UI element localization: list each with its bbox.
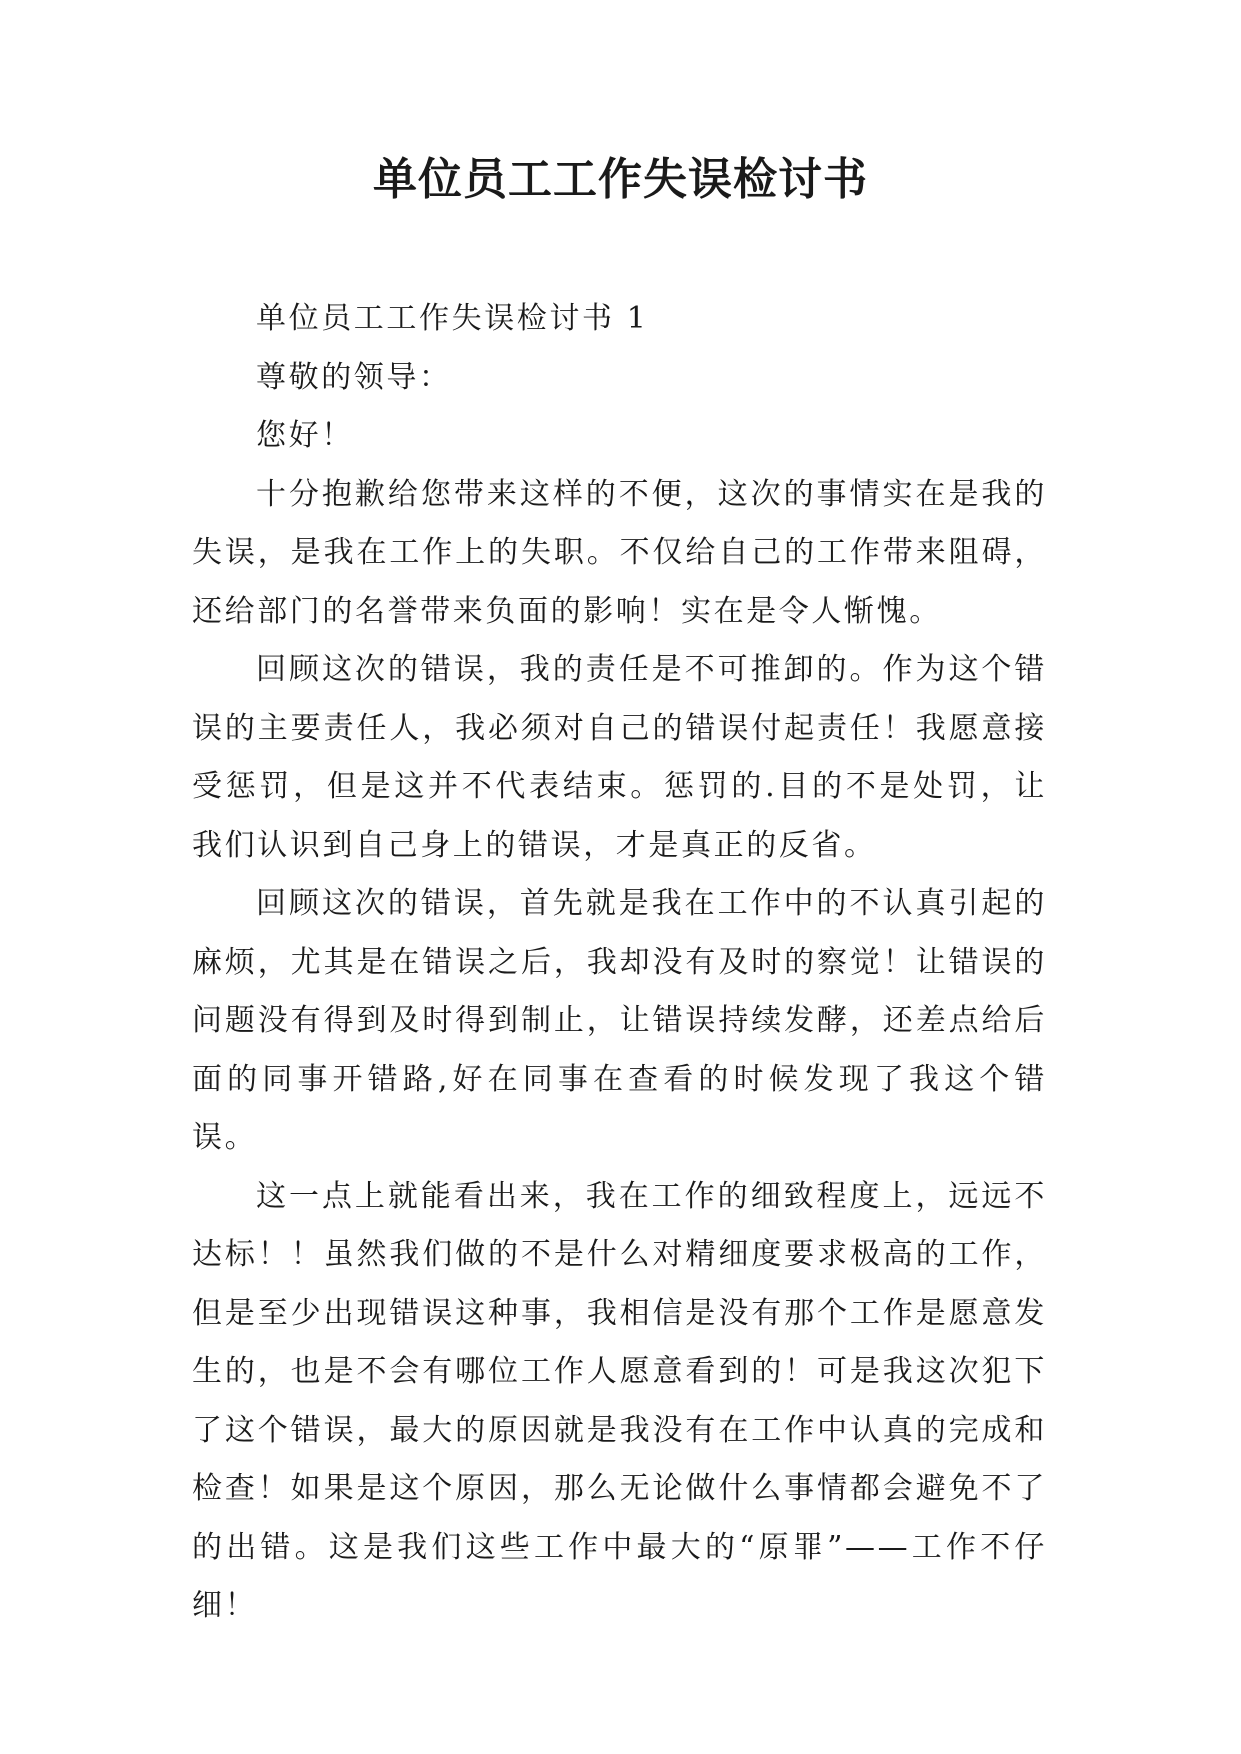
- document-body: [192, 290, 1047, 1636]
- paragraph-reflection: 这一点上就能看出来，我在工作的细致程度上，远远不达标！！虽然我们做的不是什么对精细度要求极高的工作，但是至少出现错误这种事，我相信是没有那个工作是愿意发生的，也是不会有哪位工作人愿意看到的！可是我这次犯下了这个错误，最大的原因就是我没有在工作中认真的完成和检查！如果是这个原因，那么无论做什么事情都会避免不了的出错。这是我们这些工作中最大的“原罪”——工作不仔细！: [192, 1178, 1047, 1623]
- paragraph-heading: 单位员工工作失误检讨书 1: [256, 301, 649, 336]
- paragraph-greeting: 您好！: [256, 418, 354, 453]
- paragraph-responsibility: 回顾这次的错误，我的责任是不可推卸的。作为这个错误的主要责任人，我必须对自己的错误付起责任！我愿意接受惩罚，但是这并不代表结束。惩罚的.目的不是处罚，让我们认识到自己身上的错误，才是真正的反省。: [192, 652, 1047, 863]
- paragraph-salutation: 尊敬的领导：: [256, 359, 452, 395]
- document-title: 单位员工工作失误检讨书: [373, 154, 868, 205]
- paragraph-apology: 十分抱歉给您带来这样的不便，这次的事情实在是我的失误，是我在工作上的失职。不仅给自己的工作带来阻碍，还给部门的名誉带来负面的影响！实在是令人惭愧。: [192, 476, 1047, 629]
- paragraph-review: 回顾这次的错误，首先就是我在工作中的不认真引起的麻烦，尤其是在错误之后，我却没有及时的察觉！让错误的问题没有得到及时得到制止，让错误持续发酵，还差点给后面的同事开错路,好在同事在查看的时候发现了我这个错误。: [192, 886, 1047, 1155]
